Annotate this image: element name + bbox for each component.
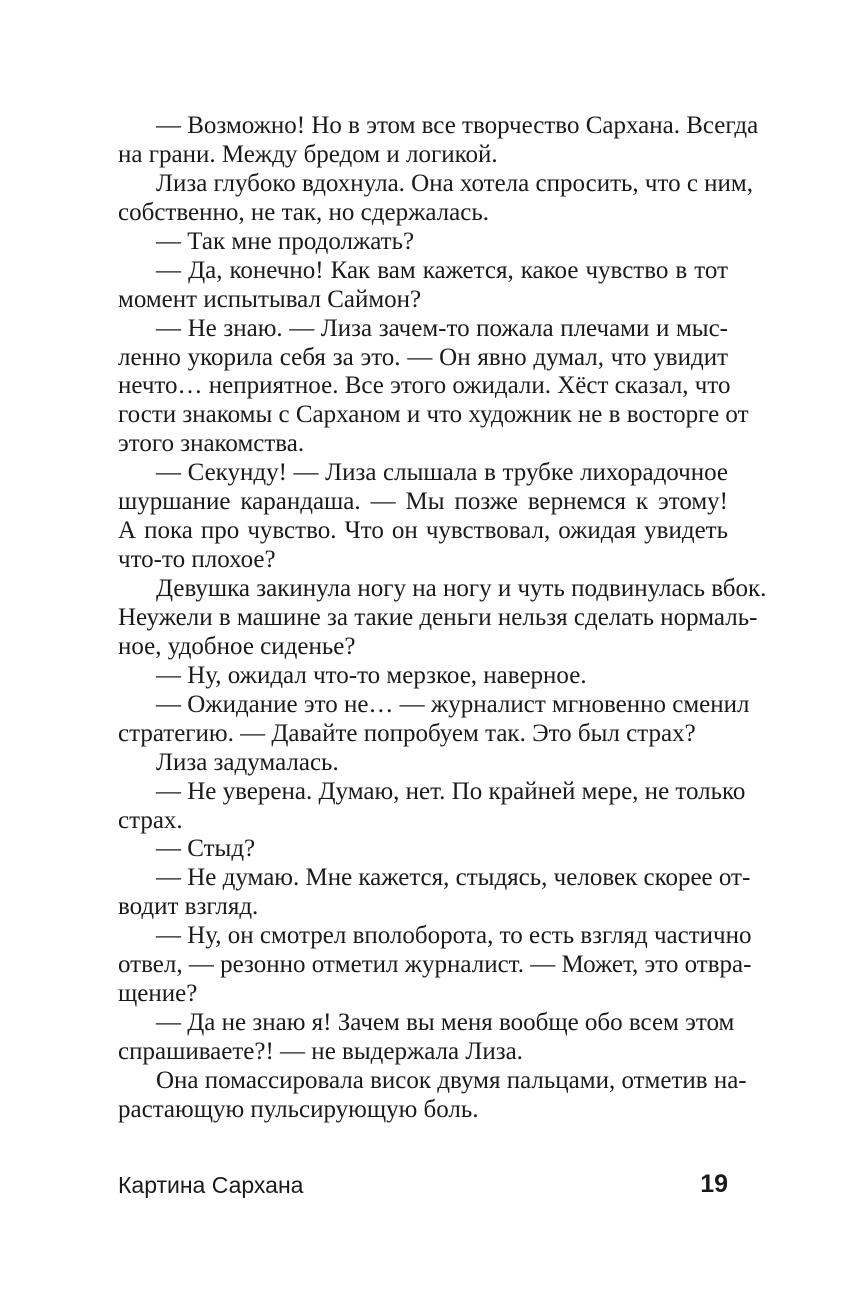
text-line: Лиза задумалась. bbox=[156, 748, 339, 776]
text-line: — Не думаю. Мне кажется, стыдясь, человек скорее от- bbox=[156, 864, 751, 892]
text-line: собственно, не так, но сдержалась. bbox=[118, 198, 489, 226]
text-line: ленно укорила себя за это. — Он явно думал, что увидит bbox=[118, 343, 728, 371]
text-line: отвел, — резонно отметил журналист. — Может, это отвра- bbox=[118, 951, 752, 979]
text-line: страх. bbox=[118, 806, 183, 834]
text-line: гости знакомы с Сарханом и что художник не в восторге от bbox=[118, 401, 749, 429]
text-line: водит взгляд. bbox=[118, 893, 259, 921]
text-line: — Не знаю. — Лиза зачем-то пожала плечами и мыс- bbox=[156, 314, 728, 342]
text-line: — Возможно! Но в этом все творчество Сархана. Всегда bbox=[156, 112, 759, 139]
text-line: щение? bbox=[118, 980, 198, 1008]
text-line: — Ну, ожидал что-то мерзкое, наверное. bbox=[156, 661, 587, 689]
text-line: нечто… неприятное. Все этого ожидали. Хёст сказал, что bbox=[118, 372, 731, 400]
text-line: Лиза глубоко вдохнула. Она хотела спросить, что с ним, bbox=[156, 169, 753, 197]
text-line: Девушка закинула ногу на ногу и чуть подвинулась вбок. bbox=[156, 575, 767, 602]
text-line: растающую пульсирующую боль. bbox=[118, 1095, 479, 1123]
text-line: — Так мне продолжать? bbox=[156, 227, 415, 255]
body-text bbox=[118, 112, 767, 1125]
text-line: момент испытывал Саймон? bbox=[118, 285, 422, 313]
text-line: — Ну, он смотрел вполоборота, то есть взгляд частично bbox=[156, 922, 752, 950]
text-line: этого знакомства. bbox=[118, 430, 305, 458]
text-line: — Да не знаю я! Зачем вы меня вообще обо всем этом bbox=[156, 1009, 735, 1037]
text-line: спрашиваете?! — не выдержала Лиза. bbox=[118, 1038, 523, 1065]
text-line: Неужели в машине за такие деньги нельзя сделать нормаль- bbox=[118, 603, 758, 631]
text-line: — Стыд? bbox=[156, 835, 256, 863]
text-line: ное, удобное сиденье? bbox=[118, 632, 356, 660]
text-line: стратегию. — Давайте попробуем так. Это был страх? bbox=[118, 719, 696, 747]
text-line: Она помассировала висок двумя пальцами, отметив на- bbox=[156, 1066, 747, 1094]
text-line: на грани. Между бредом и логикой. bbox=[118, 140, 498, 168]
running-footer-title: Картина Сархана bbox=[118, 1172, 304, 1198]
text-line: что-то плохое? bbox=[118, 546, 276, 574]
text-line: А пока про чувство. Что он чувствовал, ожидая увидеть bbox=[118, 517, 728, 545]
page-number: 19 bbox=[700, 1170, 728, 1198]
text-line: — Да, конечно! Как вам кажется, какое чувство в тот bbox=[156, 256, 728, 284]
text-line: — Ожидание это не… — журналист мгновенно сменил bbox=[156, 690, 750, 718]
text-line: — Не уверена. Думаю, нет. По крайней мере, не только bbox=[156, 777, 746, 805]
text-line: — Секунду! — Лиза слышала в трубке лихорадочное bbox=[156, 459, 728, 487]
text-line: шуршание карандаша. — Мы позже вернемся к этому! bbox=[118, 488, 728, 516]
